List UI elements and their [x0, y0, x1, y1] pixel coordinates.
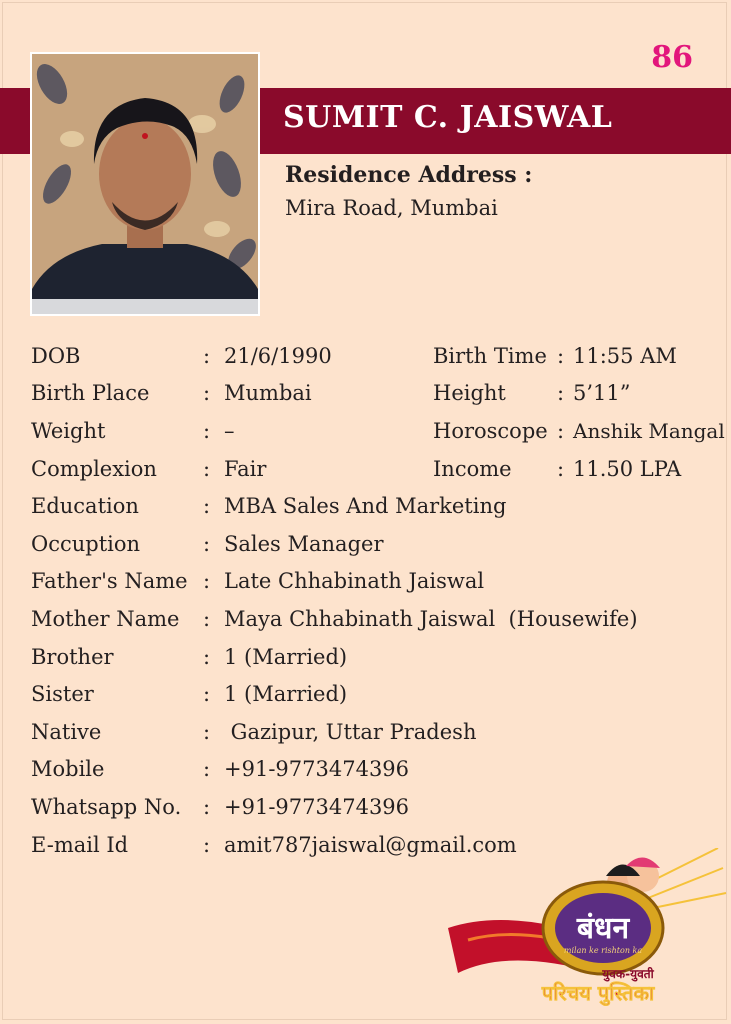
occupation-label: Occuption — [31, 532, 141, 556]
colon: : — [203, 381, 211, 405]
father-name-value: Late Chhabinath Jaiswal — [224, 569, 485, 593]
birth-place-value: Mumbai — [224, 381, 312, 405]
birth-place-label: Birth Place — [31, 381, 150, 405]
mobile-value[interactable]: +91-9773474396 — [224, 757, 410, 781]
horoscope-value: Anshik Mangal — [573, 419, 725, 443]
profile-photo — [30, 52, 260, 316]
education-value: MBA Sales And Marketing — [224, 494, 507, 518]
father-name-label: Father's Name — [31, 569, 188, 593]
occupation-value: Sales Manager — [224, 532, 384, 556]
colon: : — [203, 457, 211, 481]
horoscope-label: Horoscope — [433, 419, 548, 443]
colon: : — [203, 494, 211, 518]
colon: : — [203, 682, 211, 706]
address-value: Mira Road, Mumbai — [285, 196, 498, 220]
education-label: Education — [31, 494, 139, 518]
bandhan-logo — [448, 848, 728, 1018]
whatsapp-label: Whatsapp No. — [31, 795, 182, 819]
colon: : — [557, 457, 565, 481]
sister-value: 1 (Married) — [224, 682, 348, 706]
colon: : — [203, 419, 211, 443]
colon: : — [203, 833, 211, 857]
brother-label: Brother — [31, 645, 114, 669]
email-label: E-mail Id — [31, 833, 129, 857]
colon: : — [203, 795, 211, 819]
income-label: Income — [433, 457, 512, 481]
page-number: 86 — [651, 40, 693, 75]
weight-label: Weight — [31, 419, 106, 443]
native-value: Gazipur, Uttar Pradesh — [224, 720, 477, 744]
brother-value: 1 (Married) — [224, 645, 348, 669]
height-value: 5’11” — [573, 381, 631, 405]
mobile-label: Mobile — [31, 757, 105, 781]
colon: : — [203, 757, 211, 781]
profile-name: SUMIT C. JAISWAL — [283, 100, 613, 135]
colon: : — [557, 344, 565, 368]
dob-value: 21/6/1990 — [224, 344, 332, 368]
birth-time-value: 11:55 AM — [573, 344, 677, 368]
colon: : — [557, 419, 565, 443]
logo-caption: परिचय पुस्तिका — [541, 981, 655, 1005]
logo-subtitle: युवक-युवती — [602, 967, 654, 981]
logo-title: बंधन — [576, 911, 630, 946]
colon: : — [203, 569, 211, 593]
colon: : — [203, 607, 211, 631]
whatsapp-value[interactable]: +91-9773474396 — [224, 795, 410, 819]
address-label: Residence Address : — [285, 162, 533, 188]
email-value[interactable]: amit787jaiswal@gmail.com — [224, 833, 517, 857]
mother-name-value: Maya Chhabinath Jaiswal (Housewife) — [224, 607, 638, 631]
native-label: Native — [31, 720, 102, 744]
colon: : — [203, 645, 211, 669]
colon: : — [203, 532, 211, 556]
colon: : — [203, 720, 211, 744]
complexion-label: Complexion — [31, 457, 157, 481]
complexion-value: Fair — [224, 457, 267, 481]
logo-tagline: milan ke rishton ka — [563, 946, 643, 955]
mother-name-label: Mother Name — [31, 607, 180, 631]
birth-time-label: Birth Time — [433, 344, 547, 368]
colon: : — [203, 344, 211, 368]
colon: : — [557, 381, 565, 405]
dob-label: DOB — [31, 344, 81, 368]
height-label: Height — [433, 381, 506, 405]
weight-value: – — [224, 419, 235, 443]
income-value: 11.50 LPA — [573, 457, 682, 481]
sister-label: Sister — [31, 682, 94, 706]
